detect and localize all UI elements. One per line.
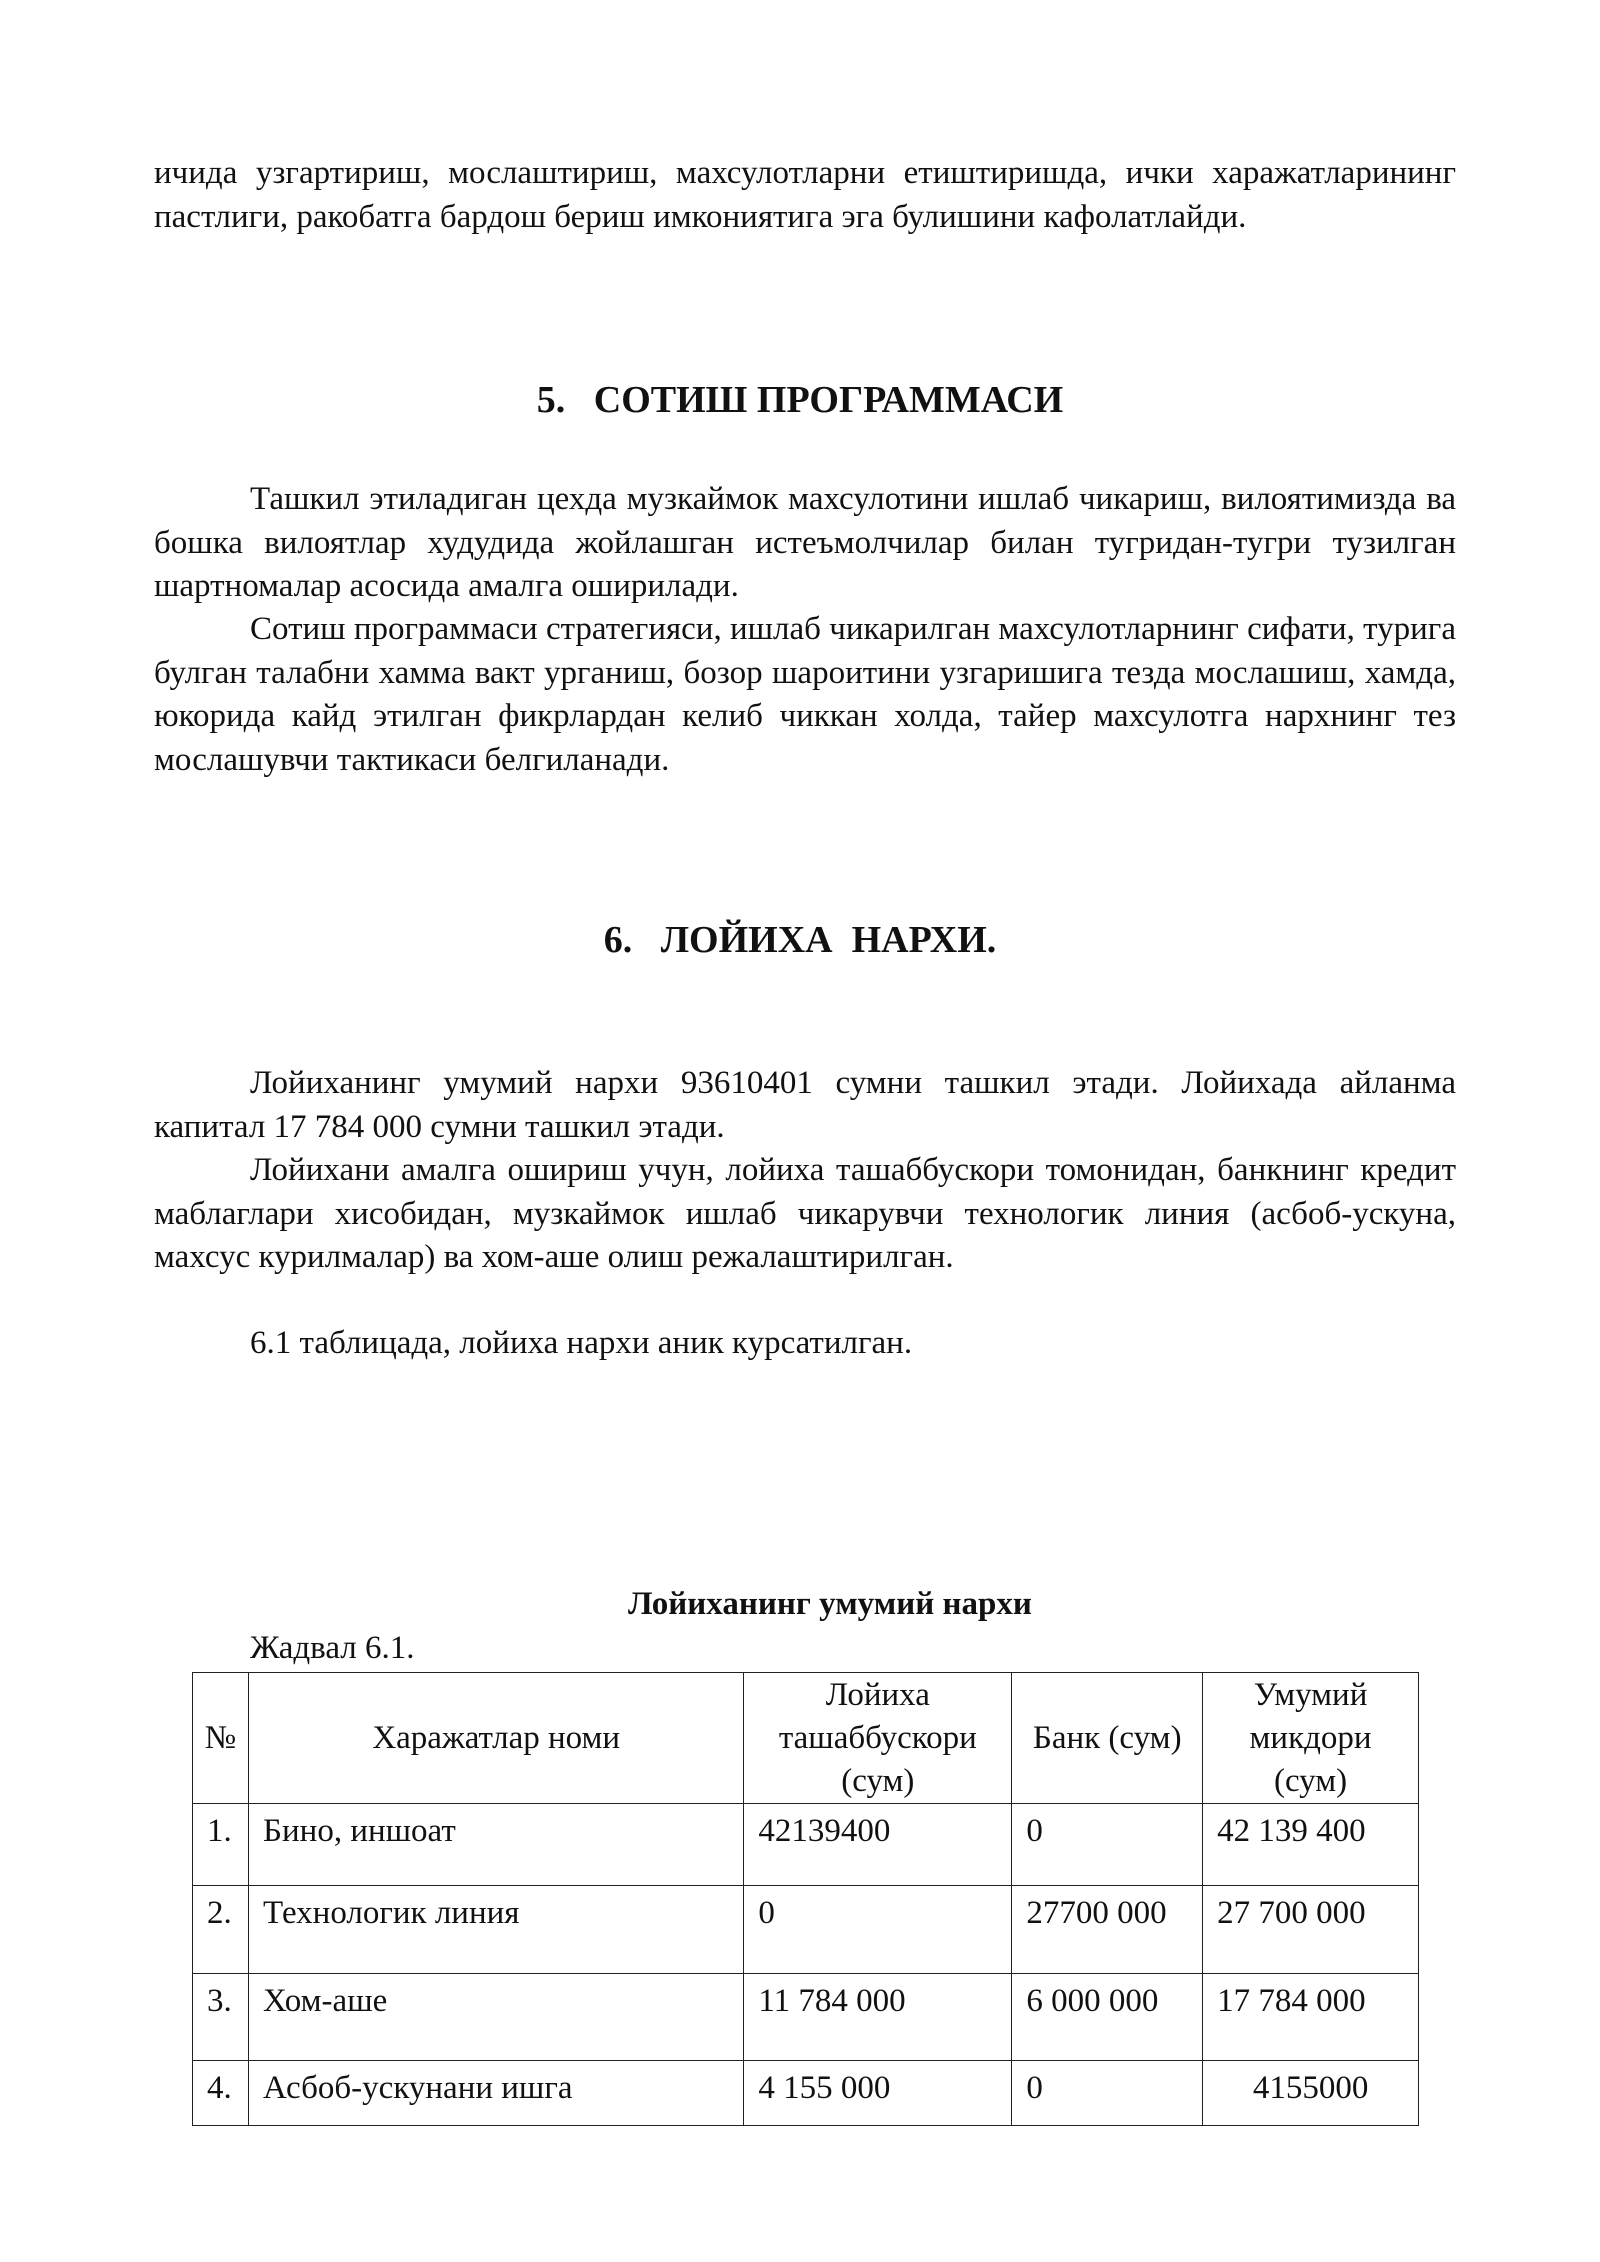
table-row	[193, 1974, 1419, 2061]
section-5-paragraph-2: Сотиш программаси стратегияси, ишлаб чикарилган махсулотларнинг сифати, турига булган талабни хамма вакт урганиш, бозор шароитини узгаришига тезда мослашиш, хамда, юкорида кайд этилган фикрлардан келиб чиккан холда, тайер махсулотга нархнинг тез мослашувчи тактикаси белгиланади.	[154, 611, 1456, 778]
intro-paragraph: ичида узгартириш, мослаштириш, махсулотларни етиштиришда, ички харажатларининг пастлиги, ракобатга бардош бериш имкониятига эга булишини кафолатлайди.	[154, 155, 1456, 235]
table-row	[193, 1804, 1419, 1886]
cost-table	[192, 1672, 1419, 2126]
row-total-amount: 4155000	[1203, 2061, 1419, 2126]
row-total-amount: 42 139 400	[1203, 1804, 1419, 1886]
row-initiator-amount: 11 784 000	[744, 1974, 1012, 2061]
row-total-amount: 27 700 000	[1203, 1886, 1419, 1974]
row-number: 2.	[193, 1886, 249, 1974]
header-number: №	[193, 1673, 249, 1804]
row-total-amount: 17 784 000	[1203, 1974, 1419, 2061]
table-title: Лойиханинг умумий нархи	[628, 1586, 1032, 1622]
row-expense-name: Технологик линия	[249, 1886, 744, 1974]
row-bank-amount: 0	[1012, 2061, 1203, 2126]
header-bank: Банк (сум)	[1012, 1673, 1203, 1804]
table-header-row	[193, 1673, 1419, 1804]
row-initiator-amount: 4 155 000	[744, 2061, 1012, 2126]
row-expense-name: Хом-аше	[249, 1974, 744, 2061]
row-initiator-amount: 0	[744, 1886, 1012, 1974]
section-5-paragraph-1: Ташкил этиладиган цехда музкаймок махсулотини ишлаб чикариш, вилоятимизда ва бошка вилоятлар худудида жойлашган истеъмолчилар билан тугридан-тугри тузилган шартномалар асосида амалга оширилади.	[154, 481, 1456, 604]
header-expense-name: Харажатлар номи	[249, 1673, 744, 1804]
table-row	[193, 2061, 1419, 2126]
section-5-heading: 5. СОТИШ ПРОГРАММАСИ	[536, 379, 1064, 421]
section-6-paragraph-3: 6.1 таблицада, лойиха нархи аник курсатилган.	[250, 1325, 913, 1361]
section-6-paragraph-2: Лойихани амалга ошириш учун, лойиха ташаббускори томонидан, банкнинг кредит маблаглари хисобидан, музкаймок ишлаб чикарувчи технологик линия (асбоб-ускуна, махсус курилмалар) ва хом-аше олиш режалаштирилган.	[154, 1152, 1456, 1275]
row-expense-name: Бино, иншоат	[249, 1804, 744, 1886]
row-expense-name: Асбоб-ускунани ишга	[249, 2061, 744, 2126]
header-total: Умумий микдори (сум)	[1203, 1673, 1419, 1804]
row-bank-amount: 6 000 000	[1012, 1974, 1203, 2061]
header-initiator: Лойиха ташаббускори (сум)	[744, 1673, 1012, 1804]
table-row	[193, 1886, 1419, 1974]
table-label: Жадвал 6.1.	[250, 1630, 415, 1666]
row-number: 3.	[193, 1974, 249, 2061]
row-number: 4.	[193, 2061, 249, 2126]
section-6-paragraph-1: Лойиханинг умумий нархи 93610401 сумни ташкил этади. Лойихада айланма капитал 17 784 000 сумни ташкил этади.	[154, 1065, 1456, 1145]
section-6-heading: 6. ЛОЙИХА НАРХИ.	[603, 919, 997, 961]
row-initiator-amount: 42139400	[744, 1804, 1012, 1886]
row-number: 1.	[193, 1804, 249, 1886]
row-bank-amount: 0	[1012, 1804, 1203, 1886]
row-bank-amount: 27700 000	[1012, 1886, 1203, 1974]
